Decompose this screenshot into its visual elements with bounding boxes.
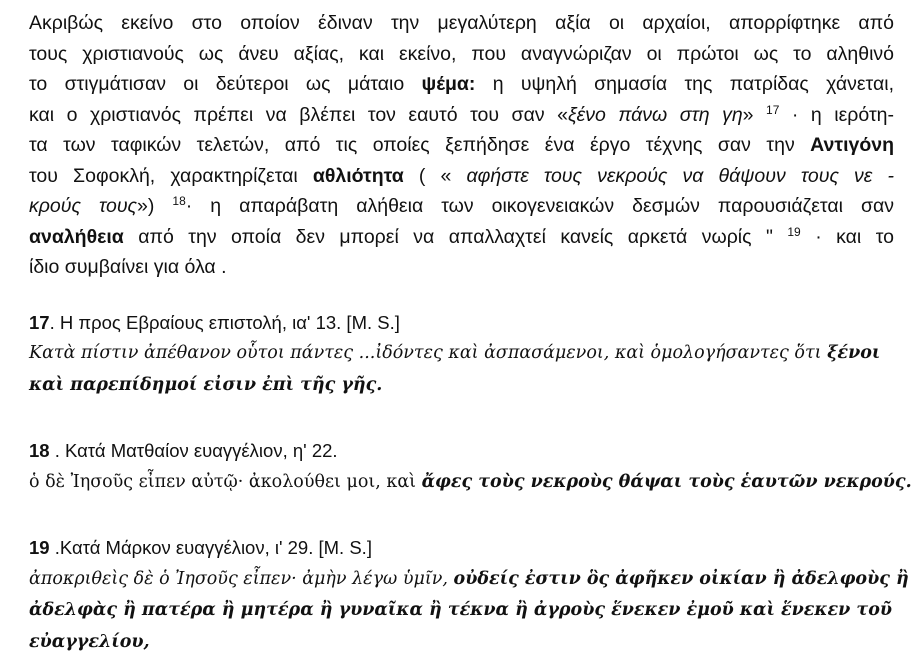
text-run: · η απαράβατη αλήθεια των οικογενειακών δεσμών παρουσιάζεται σαν bbox=[185, 195, 895, 217]
footnotes bbox=[29, 308, 912, 658]
greek-quote-bold: οὐδείς ἐστιν ὃς ἀφῆκεν οἰκίαν ἢ ἀδελφοὺς ἢ bbox=[453, 568, 909, 589]
quoted-phrase: αφήστε τους νεκρούς να θάψουν τους νε - bbox=[466, 164, 894, 187]
greek-quote: ἀποκριθεὶς δὲ ὁ Ἰησοῦς εἶπεν· ἀμὴν λέγω ὑμῖν, bbox=[29, 568, 454, 589]
emphasis-psema: ψέμα: bbox=[421, 73, 476, 95]
paragraph-line bbox=[29, 69, 894, 100]
footnote-number: 17 bbox=[29, 311, 50, 333]
main-paragraph bbox=[29, 8, 894, 283]
paragraph-line bbox=[29, 191, 894, 222]
text-run: Ακριβώς εκείνο στο οποίον έδιναν την μεγαλύτερη αξία οι αρχαίοι, απορρίφτηκε από bbox=[29, 12, 894, 34]
footnote-heading bbox=[29, 533, 894, 563]
text-run: τους χριστιανούς ως άνευ αξίας, και εκείνο, που αναγνώριζαν οι πρώτοι ως το αληθινό bbox=[29, 42, 894, 65]
footnote-ref-17[interactable]: 17 bbox=[766, 102, 780, 117]
paragraph-line bbox=[29, 100, 894, 131]
footnote-quote-line bbox=[29, 337, 894, 369]
paragraph-line bbox=[29, 8, 894, 39]
text-run: το στιγμάτισαν οι δεύτεροι ως μάταιο bbox=[29, 73, 422, 95]
paragraph-line bbox=[29, 222, 894, 253]
footnote-quote-line bbox=[29, 369, 894, 401]
greek-quote-bold: ἄφες τοὺς νεκροὺς θάψαι τοὺς ἑαυτῶν νεκρούς. bbox=[421, 471, 912, 492]
emphasis-antigone: Αντιγόνη bbox=[810, 134, 894, 156]
greek-quote-bold: εὐαγγελίου, bbox=[29, 631, 150, 652]
text-run: η υψηλή σημασία της πατρίδας χάνεται, bbox=[475, 73, 894, 95]
greek-quote-bold: ξένοι bbox=[827, 343, 881, 363]
greek-quote-bold: καὶ παρεπίδημοί εἰσιν ἐπὶ τῆς γῆς. bbox=[29, 374, 383, 395]
footnote-ref-18[interactable]: 18 bbox=[172, 194, 186, 208]
footnote-reference: .Κατά Μάρκον ευαγγέλιον, ι' 29. [M. S.] bbox=[49, 537, 372, 558]
text-run: ίδιο συμβαίνει για όλα . bbox=[29, 256, 227, 278]
footnote-number: 18 bbox=[29, 440, 50, 461]
paragraph-line bbox=[29, 39, 894, 70]
footnote-quote-line bbox=[29, 626, 894, 658]
text-run: ») bbox=[137, 195, 173, 217]
footnote-heading bbox=[29, 308, 894, 338]
footnote-reference: . Κατά Ματθαίον ευαγγέλιον, η' 22. bbox=[49, 440, 338, 461]
footnote-number: 19 bbox=[29, 537, 50, 558]
text-run: · η ιερότη- bbox=[779, 103, 894, 126]
footnote-reference: . Η προς Εβραίους επιστολή, ια' 13. [M. S.] bbox=[49, 311, 400, 333]
footnote-ref-19[interactable]: 19 bbox=[787, 224, 801, 239]
footnote-heading bbox=[29, 436, 894, 466]
footnote-quote-line bbox=[29, 466, 912, 498]
emphasis-athliotita: αθλιότητα bbox=[312, 164, 404, 187]
footnote-quote-line bbox=[29, 594, 894, 626]
text-run: του Σοφοκλή, χαρακτηρίζεται bbox=[29, 164, 313, 187]
text-run: · και το bbox=[800, 225, 894, 248]
paragraph-line bbox=[29, 252, 894, 283]
paragraph-line bbox=[29, 161, 894, 192]
greek-quote: Κατὰ πίστιν ἀπέθανον οὗτοι πάντες ...ἰδόντες καὶ ἀσπασάμενοι, καὶ ὁμολογήσαντες ὅτι bbox=[29, 343, 828, 363]
quoted-phrase: κρούς τους bbox=[29, 195, 138, 217]
quoted-phrase: ξένο πάνω στη γη bbox=[567, 103, 743, 126]
text-run: τα των ταφικών τελετών, από τις οποίες ξεπήδησε ένα έργο τέχνης σαν την bbox=[29, 134, 811, 156]
footnote-quote-line bbox=[29, 563, 909, 595]
text-run: και ο χριστιανός πρέπει να βλέπει τον εαυτό του σαν « bbox=[29, 103, 568, 126]
text-run: ( « bbox=[403, 164, 467, 187]
paragraph-line bbox=[29, 130, 894, 161]
text-run: » bbox=[742, 103, 767, 126]
emphasis-anal: αναλήθεια bbox=[29, 225, 124, 248]
footnote-19 bbox=[29, 533, 909, 657]
footnote-17 bbox=[29, 308, 894, 401]
greek-quote: ὁ δὲ Ἰησοῦς εἶπεν αὐτῷ· ἀκολούθει μοι, καὶ bbox=[29, 471, 422, 492]
footnote-18 bbox=[29, 436, 912, 497]
greek-quote-bold: ἀδελφὰς ἢ πατέρα ἢ μητέρα ἢ γυναῖκα ἢ τέκνα ἢ ἀγροὺς ἕνεκεν ἐμοῦ καὶ ἕνεκεν τοῦ bbox=[29, 600, 893, 620]
text-run: από την οποία δεν μπορεί να απαλλαχτεί κανείς αρκετά νωρίς " bbox=[123, 225, 788, 248]
